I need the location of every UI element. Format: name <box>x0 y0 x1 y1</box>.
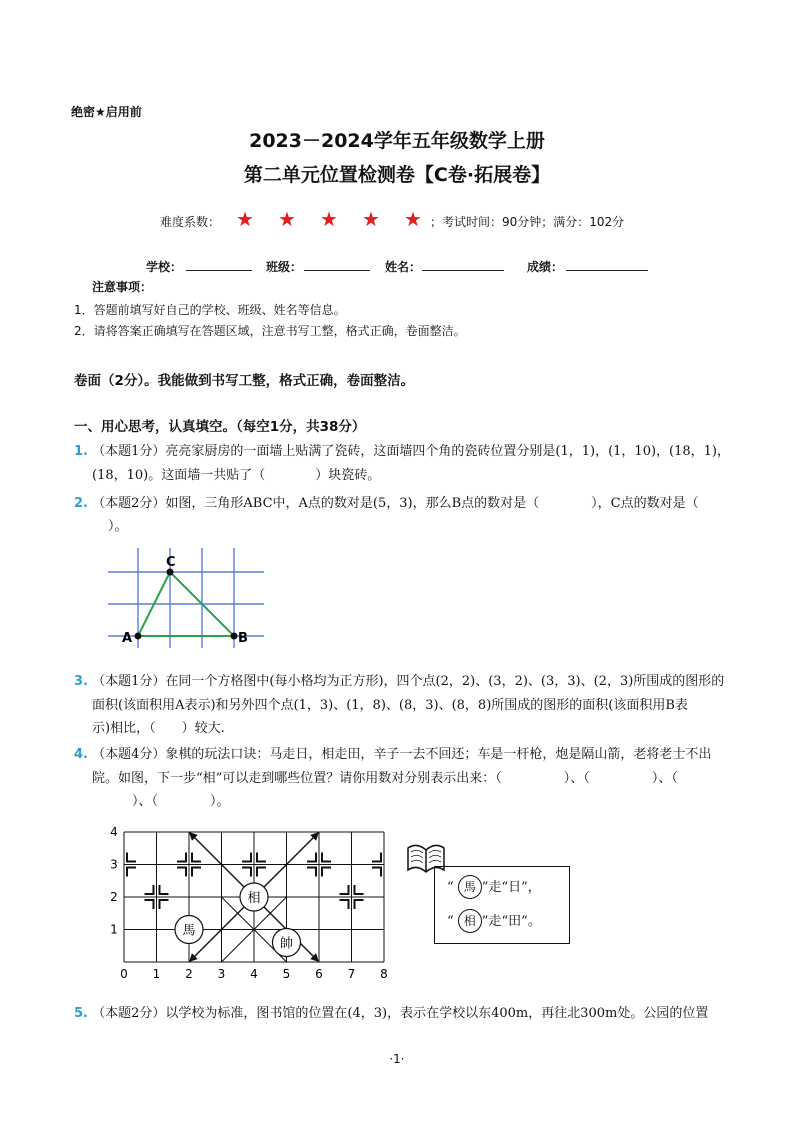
page-number: ·1· <box>389 1052 405 1066</box>
question-number: 1. <box>74 444 88 459</box>
x-tick-label: 7 <box>347 967 356 981</box>
x-tick-label: 5 <box>282 967 291 981</box>
score-field-label: 成绩： <box>527 260 564 274</box>
position-marker <box>307 853 316 862</box>
ma-piece-label: 馬 <box>182 923 196 939</box>
y-tick-label: 3 <box>110 857 118 872</box>
star-icon: ★ <box>278 207 296 231</box>
question-text: ），C点的数对是（ <box>591 496 699 511</box>
position-marker <box>192 853 201 862</box>
question-number: 3. <box>74 674 88 689</box>
notes-item: 1．答题前填写好自己的学校、班级、姓名等信息。 <box>74 303 346 317</box>
question-text: (18，10)。这面墙一共贴了（ <box>92 468 266 483</box>
school-field[interactable] <box>186 270 252 271</box>
question-2 <box>74 492 699 516</box>
question-text: 面积(该面积用A表示)和另外四个点(1，3)、(1，8)、(8，3)、(8，8)所围成的图形的面积(该面积用B表 <box>92 698 688 713</box>
question-text: （本题2分）以学校为标准，图书馆的位置在(4，3)，表示在学校以东400m，再往北300m处。公园的位置 <box>92 1006 709 1021</box>
y-tick-label: 1 <box>110 922 118 937</box>
question-text: （本题4分）象棋的玩法口诀：马走日，相走田，辛子一去不回还；车是一杆枪，炮是隔山箭，老将老士不出 <box>92 747 712 762</box>
x-tick-label: 1 <box>152 967 161 981</box>
question-text: ）。 <box>210 794 230 809</box>
school-field-label: 学校： <box>146 260 183 274</box>
star-icon: ★ <box>236 207 254 231</box>
question-3-line2 <box>92 694 688 718</box>
exam-info: ；考试时间：90分钟；满分：102分 <box>430 215 625 229</box>
position-marker <box>340 885 349 894</box>
position-marker <box>192 868 201 877</box>
question-5 <box>74 1002 708 1026</box>
quote-mark: “ <box>447 880 454 895</box>
question-3 <box>74 670 724 694</box>
position-marker <box>145 900 154 909</box>
question-text: ）、（ <box>563 771 590 786</box>
position-marker <box>127 868 136 877</box>
position-marker <box>322 853 331 862</box>
x-tick-label: 4 <box>250 967 258 981</box>
question-text: 示)相比，（ <box>92 721 156 736</box>
position-marker <box>145 885 154 894</box>
question-text: ）、（ <box>132 794 159 809</box>
question-1-line2 <box>92 464 380 488</box>
star-icon: ★ <box>404 207 422 231</box>
section-heading: 一、用心思考，认真填空。（每空1分，共38分） <box>74 419 366 435</box>
label-c: C <box>166 555 176 570</box>
label-a: A <box>122 631 133 646</box>
triangle-grid-diagram <box>108 548 268 650</box>
position-marker <box>257 868 266 877</box>
rule-text: ”走“田”。 <box>481 914 541 929</box>
question-4-line3 <box>132 790 230 814</box>
page-subtitle: 第二单元位置检测卷【C卷·拓展卷】 <box>243 164 551 186</box>
x-tick-label: 3 <box>217 967 226 981</box>
position-marker <box>177 868 186 877</box>
chess-rules-note <box>434 866 570 944</box>
position-marker <box>160 900 169 909</box>
star-icon: ★ <box>362 207 380 231</box>
difficulty-label: 难度系数： <box>160 215 221 229</box>
class-field[interactable] <box>304 270 370 271</box>
position-marker <box>340 900 349 909</box>
xiang-piece-icon: 相 <box>458 909 482 933</box>
question-text: （本题1分）在同一个方格图中(每小格均为正方形)，四个点(2，2)、(3，2)、(3，3)、(2，3)所围成的图形的 <box>92 674 725 689</box>
question-3-line3 <box>92 717 225 741</box>
question-text: ）块瓷砖。 <box>315 468 381 483</box>
question-number: 4. <box>74 747 88 762</box>
question-2-line2 <box>108 515 128 539</box>
point-a <box>135 633 142 640</box>
ma-piece-icon: 馬 <box>458 875 482 899</box>
x-tick-label: 6 <box>315 967 323 981</box>
position-marker <box>242 868 251 877</box>
notes-item: 2．请将答案正确填写在答题区域，注意书写工整，格式正确，卷面整洁。 <box>74 324 466 338</box>
rule-text: ”走“日”， <box>481 880 541 895</box>
confidential-label: 绝密★启用前 <box>71 105 142 119</box>
label-b: B <box>238 631 248 646</box>
position-marker <box>242 853 251 862</box>
page-title: 2023－2024学年五年级数学上册 <box>249 130 545 152</box>
x-tick-label: 2 <box>185 967 193 981</box>
position-marker <box>160 885 169 894</box>
position-marker <box>257 853 266 862</box>
xiang-piece-label: 相 <box>247 891 261 906</box>
score-field[interactable] <box>566 270 648 271</box>
position-marker <box>372 868 381 877</box>
shuai-piece-label: 帥 <box>279 936 294 952</box>
question-text: ）较大. <box>181 721 225 736</box>
y-tick-label: 2 <box>110 890 118 904</box>
question-text: ）、（ <box>651 771 678 786</box>
y-tick-label: 4 <box>110 825 118 839</box>
position-marker <box>372 853 381 862</box>
name-field[interactable] <box>422 270 504 271</box>
paper-neatness-note: 卷面（2分）。我能做到书写工整，格式正确，卷面整洁。 <box>74 373 415 389</box>
position-marker <box>177 853 186 862</box>
point-b <box>231 633 238 640</box>
question-4-line2 <box>92 767 678 791</box>
position-marker <box>307 868 316 877</box>
rule-xiang <box>447 909 541 933</box>
question-number: 2. <box>74 496 88 511</box>
position-marker <box>355 885 364 894</box>
chess-board-diagram <box>106 822 396 982</box>
question-text: （本题1分）亮亮家厨房的一面墙上贴满了瓷砖，这面墙四个角的瓷砖位置分别是(1，1)，(1，10)，(18，1)， <box>92 444 730 459</box>
star-icon: ★ <box>320 207 338 231</box>
question-1 <box>74 440 730 464</box>
name-field-label: 姓名： <box>385 260 422 274</box>
question-text: ）。 <box>108 519 128 534</box>
quote-mark: “ <box>447 914 454 929</box>
question-number: 5. <box>74 1006 88 1021</box>
position-marker <box>127 853 136 862</box>
question-text: 院。如图，下一步“相”可以走到哪些位置？请你用数对分别表示出来：（ <box>92 771 502 786</box>
question-text: （本题2分）如图，三角形ABC中，A点的数对是(5，3)，那么B点的数对是（ <box>92 496 540 511</box>
position-marker <box>322 868 331 877</box>
x-tick-label: 8 <box>380 967 388 981</box>
rule-ma <box>447 875 541 899</box>
x-tick-label: 0 <box>120 967 128 981</box>
notes-title: 注意事项： <box>92 280 153 294</box>
question-4 <box>74 743 711 767</box>
class-field-label: 班级： <box>266 260 303 274</box>
position-marker <box>355 900 364 909</box>
